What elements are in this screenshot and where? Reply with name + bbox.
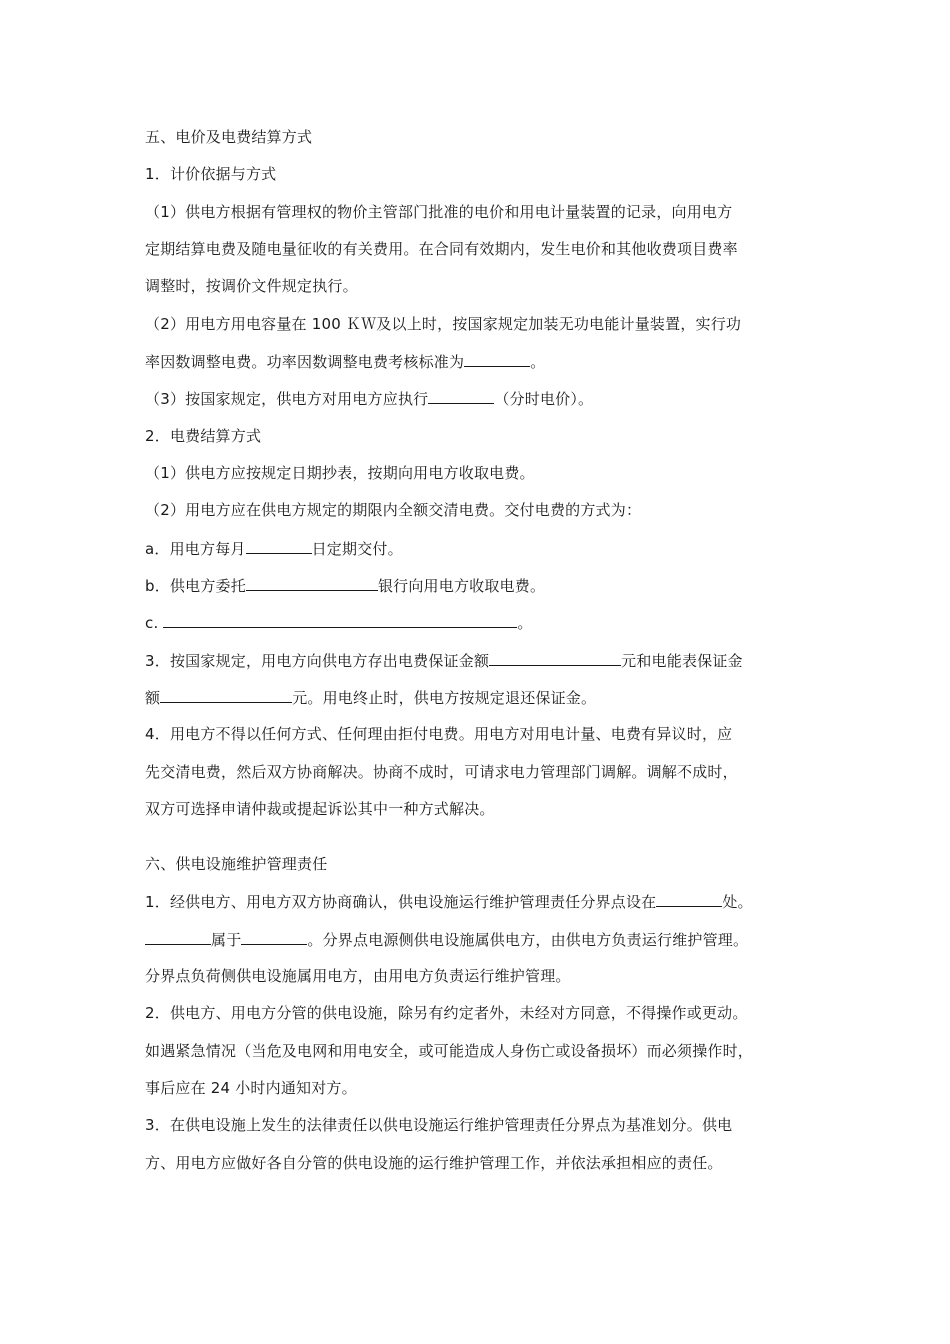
paragraph-line: （1）供电方应按规定日期抄表，按期向用电方收取电费。 [145, 464, 535, 482]
text: 处。 [722, 893, 753, 911]
section-5-heading: 五、电价及电费结算方式 [145, 128, 313, 146]
text: （3）按国家规定，供电方对用电方应执行 [145, 390, 429, 408]
fill-in-blank[interactable] [489, 650, 621, 666]
paragraph-line: 先交清电费，然后双方协商解决。协商不成时，可请求电力管理部门调解。调解不成时， [145, 763, 738, 781]
text: 率因数调整电费。功率因数调整电费考核标准为 [145, 353, 465, 371]
paragraph-line [145, 929, 748, 950]
option-b-line [145, 575, 545, 596]
paragraph-line: 如遇紧急情况（当危及电网和用电安全，或可能造成人身伤亡或设备损坏）而必须操作时， [145, 1042, 754, 1060]
clause-5-2-heading: 2．电费结算方式 [145, 427, 262, 445]
paragraph-line [145, 891, 753, 912]
paragraph-line [145, 650, 743, 671]
fill-in-blank[interactable] [241, 929, 307, 945]
text: （分时电价）。 [494, 390, 594, 408]
paragraph-line: （2）用电方应在供电方规定的期限内全额交清电费。交付电费的方式为： [145, 501, 642, 519]
text: 元和电能表保证金 [621, 652, 743, 670]
text: 3．按国家规定，用电方向供电方存出电费保证金额 [145, 652, 490, 670]
paragraph-line [145, 388, 593, 409]
section-6-heading: 六、供电设施维护管理责任 [145, 855, 328, 873]
clause-5-1-heading: 1．计价依据与方式 [145, 165, 277, 183]
fill-in-blank[interactable] [428, 388, 494, 404]
text: c. [145, 614, 164, 632]
text: 1．经供电方、用电方双方协商确认，供电设施运行维护管理责任分界点设在 [145, 893, 657, 911]
text: 银行向用电方收取电费。 [377, 577, 546, 595]
paragraph-line: 调整时，按调价文件规定执行。 [145, 277, 358, 295]
paragraph-line: 分界点负荷侧供电设施属用电方，由用电方负责运行维护管理。 [145, 967, 571, 985]
text: 。分界点电源侧供电设施属供电方，由供电方负责运行维护管理。 [307, 931, 749, 949]
text: 。 [530, 353, 546, 371]
text: 额 [145, 689, 161, 707]
paragraph-line: 2．供电方、用电方分管的供电设施，除另有约定者外，未经对方同意，不得操作或更动。 [145, 1004, 748, 1022]
paragraph-line: 3．在供电设施上发生的法律责任以供电设施运行维护管理责任分界点为基准划分。供电 [145, 1116, 733, 1134]
fill-in-blank[interactable] [163, 612, 517, 628]
text: 属于 [211, 931, 242, 949]
paragraph-line [145, 687, 596, 708]
option-a-line [145, 538, 403, 559]
paragraph-line: 定期结算电费及随电量征收的有关费用。在合同有效期内，发生电价和其他收费项目费率 [145, 240, 738, 258]
text: b．供电方委托 [145, 577, 246, 595]
paragraph-line: 事后应在 24 小时内通知对方。 [145, 1079, 357, 1097]
text: 元。用电终止时，供电方按规定退还保证金。 [292, 689, 597, 707]
text: 日定期交付。 [311, 540, 403, 558]
paragraph-line: 方、用电方应做好各自分管的供电设施的运行维护管理工作，并依法承担相应的责任。 [145, 1154, 723, 1172]
fill-in-blank[interactable] [656, 891, 722, 907]
paragraph-line: （2）用电方用电容量在 100 ＫＷ及以上时，按国家规定加装无功电能计量装置，实行功 [145, 315, 742, 333]
option-c-line [145, 612, 533, 633]
fill-in-blank[interactable] [160, 687, 292, 703]
paragraph-line: 双方可选择申请仲裁或提起诉讼其中一种方式解决。 [145, 800, 495, 818]
paragraph-line: （1）供电方根据有管理权的物价主管部门批准的电价和用电计量装置的记录，向用电方 [145, 203, 733, 221]
fill-in-blank[interactable] [464, 351, 530, 367]
paragraph-line: 4．用电方不得以任何方式、任何理由拒付电费。用电方对用电计量、电费有异议时，应 [145, 725, 733, 743]
fill-in-blank[interactable] [246, 538, 312, 554]
paragraph-line [145, 351, 545, 372]
fill-in-blank[interactable] [246, 575, 378, 591]
text: 。 [517, 614, 533, 632]
text: a．用电方每月 [145, 540, 246, 558]
fill-in-blank[interactable] [145, 929, 211, 945]
